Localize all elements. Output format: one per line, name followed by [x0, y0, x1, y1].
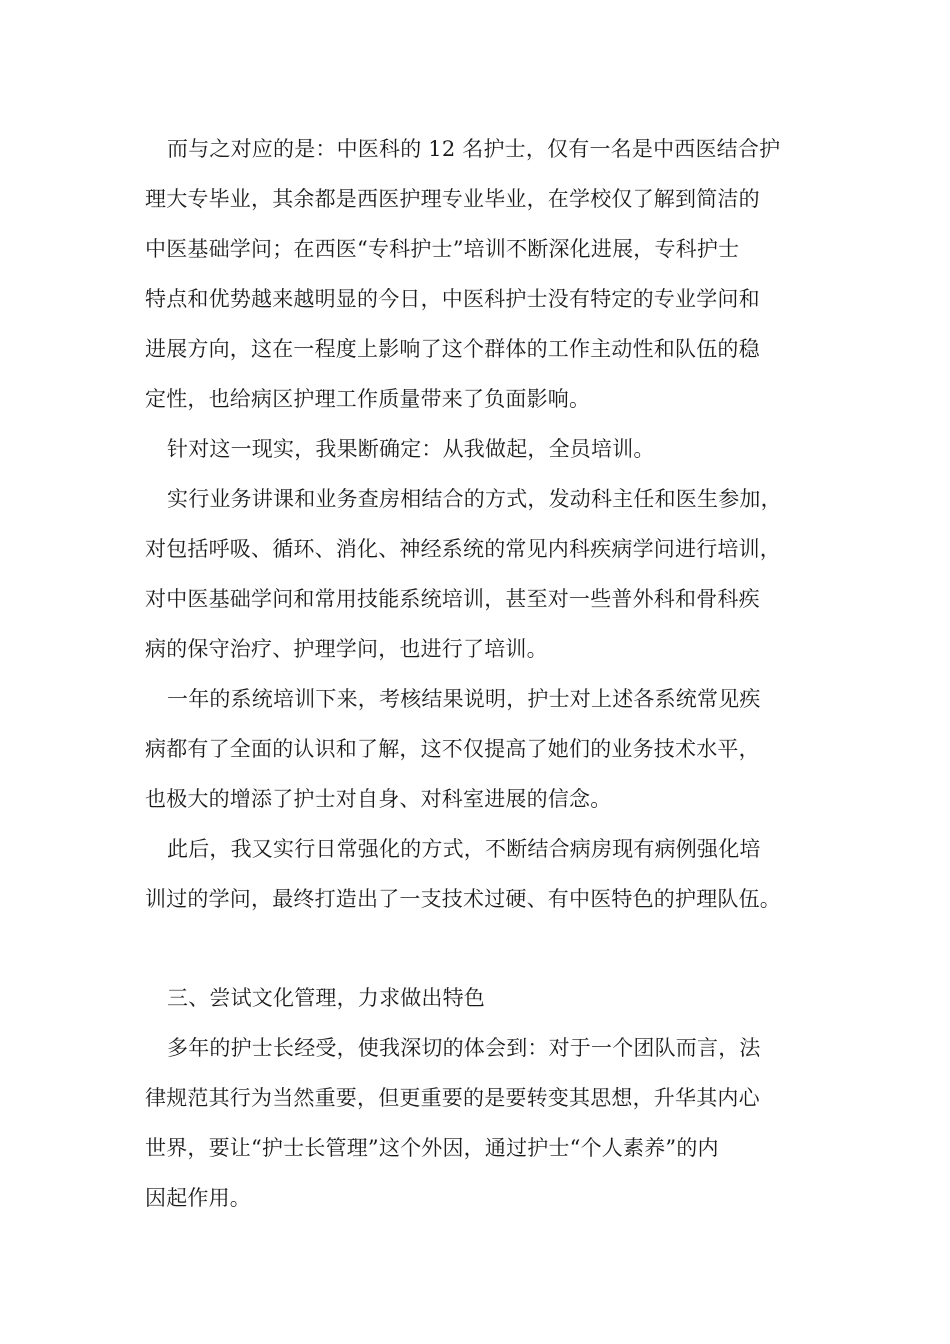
text-line: 因起作用。 [145, 1186, 251, 1210]
text-line: 对包括呼吸、循环、消化、神经系统的常见内科疾病学问进行培训， [145, 537, 781, 561]
text-line: 对中医基础学问和常用技能系统培训，甚至对一些普外科和骨科疾 [145, 587, 760, 611]
text-line: 实行业务讲课和业务查房相结合的方式，发动科主任和医生参加， [167, 487, 782, 511]
paragraph-training-method [145, 474, 845, 674]
paragraph-daily-reinforcement [145, 824, 845, 924]
text-line: 病都有了全面的认识和了解，这不仅提高了她们的业务技术水平， [145, 737, 760, 761]
text-line: 一年的系统培训下来，考核结果说明，护士对上述各系统常见疾 [167, 687, 761, 711]
text-line: 此后，我又实行日常强化的方式，不断结合病房现有病例强化培 [167, 837, 761, 861]
text-line: 中医基础学问；在西医“专科护士”培训不断深化进展，专科护士 [145, 237, 740, 261]
paragraph-training-results [145, 674, 845, 824]
text-line: 针对这一现实，我果断确定：从我做起，全员培训。 [167, 437, 655, 461]
text-line: 训过的学问，最终打造出了一支技术过硬、有中医特色的护理队伍。 [145, 887, 781, 911]
text-line: 律规范其行为当然重要，但更重要的是要转变其思想，升华其内心 [145, 1086, 760, 1110]
text-line: 病的保守治疗、护理学问，也进行了培训。 [145, 637, 548, 661]
paragraph-culture-management [145, 1023, 845, 1223]
text-line: 也极大的增添了护士对自身、对科室进展的信念。 [145, 787, 612, 811]
text-line: 定性，也给病区护理工作质量带来了负面影响。 [145, 387, 591, 411]
paragraph-staff-background [145, 124, 845, 424]
text-line: 特点和优势越来越明显的今日，中医科护士没有特定的专业学问和 [145, 287, 760, 311]
paragraph-decision [145, 424, 845, 474]
text-line: 理大专毕业，其余都是西医护理专业毕业，在学校仅了解到简洁的 [145, 187, 760, 211]
text-line: 进展方向，这在一程度上影响了这个群体的工作主动性和队伍的稳 [145, 337, 760, 361]
text-line: 多年的护士长经受，使我深切的体会到：对于一个团队而言，法 [167, 1036, 761, 1060]
section-heading [145, 973, 845, 1023]
text-line: 而与之对应的是：中医科的 12 名护士，仅有一名是中西医结合护 [167, 137, 781, 161]
section-heading-text: 三、尝试文化管理，力求做出特色 [167, 986, 485, 1010]
text-line: 世界，要让“护士长管理”这个外因，通过护士“个人素养”的内 [145, 1136, 719, 1160]
